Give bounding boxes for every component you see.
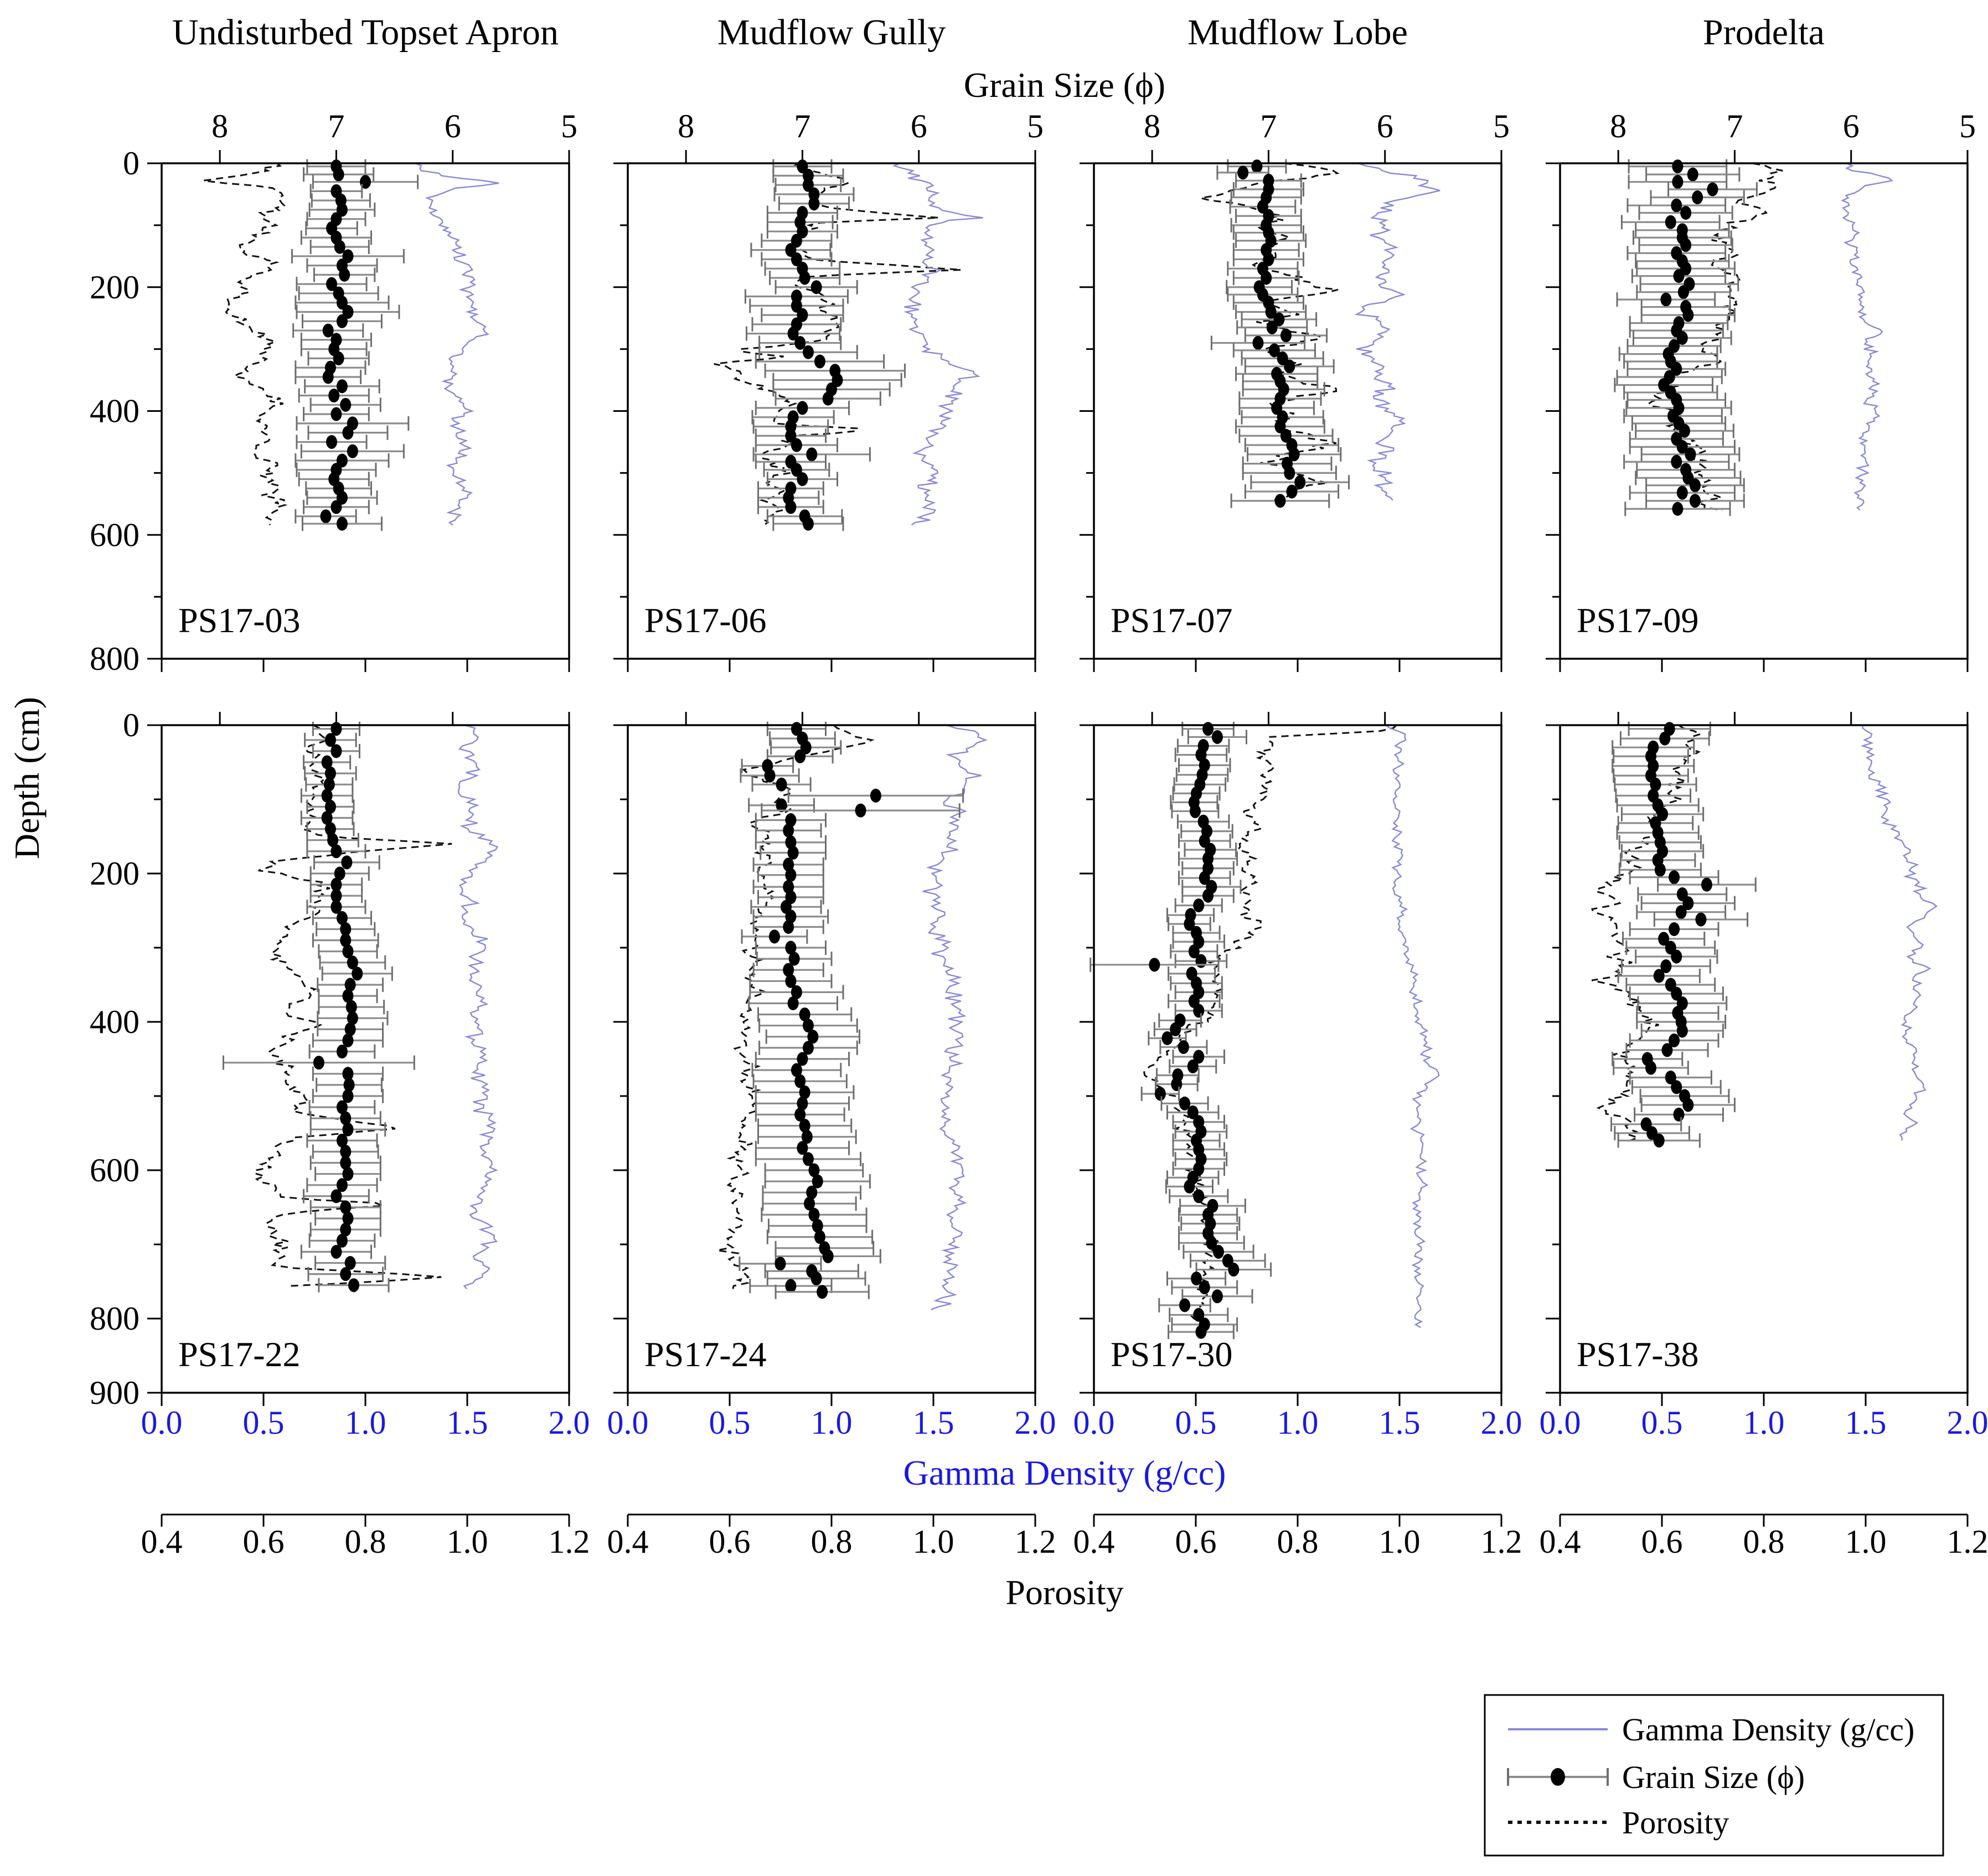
- grain-size-point: [1669, 870, 1680, 884]
- panel-id-label: PS17-22: [178, 1335, 301, 1374]
- gamma-axis-tick-label: 1.5: [913, 1404, 954, 1441]
- grain-axis-tick-label: 6: [911, 108, 927, 144]
- gamma-axis-tick-label: 1.5: [1379, 1404, 1421, 1441]
- grain-size-point: [331, 744, 342, 758]
- grain-size-point: [1645, 1061, 1656, 1075]
- gamma-axis-tick-label: 0.5: [1641, 1404, 1683, 1441]
- grain-size-point: [1655, 863, 1666, 877]
- depth-tick-label: 800: [90, 640, 140, 677]
- grain-axis-tick-label: 7: [1260, 108, 1277, 144]
- grain-size-point: [1661, 1043, 1672, 1057]
- grain-size-point: [1274, 494, 1285, 508]
- grain-size-point: [1155, 1087, 1166, 1100]
- gamma-axis-tick-label: 1.0: [345, 1404, 386, 1441]
- grain-size-point: [1193, 898, 1204, 912]
- grain-size-point: [1677, 1024, 1688, 1038]
- legend-label: Porosity: [1622, 1805, 1729, 1841]
- grain-size-point: [1286, 484, 1297, 498]
- grain-size-point: [774, 1257, 786, 1270]
- grain-axis-tick-label: 7: [328, 108, 344, 144]
- depth-tick-label: 0: [123, 145, 140, 182]
- depth-tick-label: 600: [90, 516, 140, 553]
- grain-size-point: [1660, 293, 1671, 307]
- grain-axis-tick-label: 8: [1610, 108, 1626, 144]
- gamma-axis-tick-label: 0.5: [243, 1404, 285, 1441]
- grain-size-point: [803, 517, 814, 531]
- grain-size-point: [328, 389, 339, 402]
- grain-size-point: [347, 445, 358, 458]
- gamma-axis-tick-label: 1.5: [447, 1404, 488, 1441]
- panel-id-label: PS17-30: [1111, 1335, 1233, 1374]
- grain-size-point: [1212, 1289, 1223, 1303]
- gamma-axis-tick-label: 2.0: [549, 1404, 590, 1441]
- grain-size-point: [1251, 159, 1262, 173]
- grain-size-point: [785, 868, 796, 882]
- grain-size-point: [1665, 215, 1676, 229]
- depth-axis-title: Depth (cm): [7, 697, 47, 859]
- grain-size-point: [1193, 1189, 1204, 1203]
- grain-axis-tick-label: 8: [678, 108, 694, 144]
- porosity-axis-tick-label: 0.6: [709, 1523, 751, 1560]
- panel-id-label: PS17-24: [644, 1335, 767, 1374]
- grain-size-point: [1676, 905, 1687, 919]
- grain-size-point: [331, 1189, 342, 1203]
- porosity-axis-tick-label: 0.8: [345, 1523, 386, 1560]
- grain-size-point: [340, 398, 351, 412]
- gamma-axis-tick-label: 1.5: [1845, 1404, 1887, 1441]
- grain-size-point: [1678, 285, 1689, 299]
- column-title: Prodelta: [1703, 12, 1825, 53]
- grain-size-point: [1190, 804, 1201, 818]
- grain-size-point: [783, 920, 794, 934]
- gamma-axis-tick-label: 1.0: [1277, 1404, 1319, 1441]
- grain-size-point: [1195, 954, 1206, 968]
- gamma-axis-tick-label: 0.0: [1073, 1404, 1115, 1441]
- grain-size-point: [1178, 1040, 1189, 1054]
- gamma-axis-tick-label: 0.0: [607, 1404, 649, 1441]
- grain-size-point: [337, 1045, 348, 1058]
- porosity-axis-tick-label: 0.6: [1641, 1523, 1683, 1560]
- grain-size-point: [823, 1249, 834, 1263]
- grain-size-point: [1690, 478, 1701, 492]
- grain-size-point: [1682, 1098, 1693, 1112]
- porosity-axis-tick-label: 0.4: [1540, 1523, 1581, 1560]
- grain-size-point: [797, 401, 808, 415]
- gamma-axis-tick-label: 0.0: [141, 1404, 183, 1441]
- grain-size-point: [870, 789, 881, 803]
- porosity-axis-tick-label: 0.8: [811, 1523, 853, 1560]
- grain-size-point: [339, 268, 350, 282]
- grain-dot-sample: [1551, 1768, 1565, 1786]
- gamma-axis-tick-label: 2.0: [1481, 1404, 1522, 1441]
- grain-size-point: [1671, 199, 1682, 213]
- grain-size-point: [817, 1285, 828, 1299]
- column-title: Mudflow Lobe: [1187, 12, 1408, 53]
- depth-tick-label: 0: [123, 707, 140, 743]
- grain-size-point: [1284, 466, 1295, 480]
- grain-size-point: [1654, 1134, 1665, 1148]
- grain-size-point: [1267, 321, 1278, 334]
- grain-axis-tick-label: 8: [211, 108, 228, 144]
- grain-size-point: [855, 804, 866, 818]
- grain-size-point: [791, 438, 802, 452]
- porosity-axis-tick-label: 0.6: [243, 1523, 285, 1560]
- grain-size-point: [794, 336, 805, 350]
- depth-tick-label: 400: [90, 393, 140, 430]
- grain-size-point: [1672, 175, 1683, 189]
- grain-axis-tick-label: 5: [1493, 108, 1510, 144]
- porosity-axis-tick-label: 1.0: [447, 1523, 488, 1560]
- grain-size-point: [1669, 922, 1680, 936]
- grain-size-point: [1228, 1263, 1239, 1276]
- porosity-axis-tick-label: 0.4: [1073, 1523, 1115, 1560]
- grain-size-point: [331, 1245, 342, 1259]
- grain-size-point: [1187, 1060, 1199, 1073]
- grain-size-point: [342, 426, 353, 440]
- grain-size-point: [1692, 190, 1703, 204]
- grain-size-point: [321, 509, 332, 523]
- porosity-axis-tick-label: 0.8: [1277, 1523, 1319, 1560]
- porosity-axis-tick-label: 1.0: [1379, 1523, 1421, 1560]
- grain-size-point: [1680, 238, 1691, 252]
- grain-size-point: [788, 846, 799, 860]
- grain-size-point: [313, 1056, 324, 1069]
- grain-size-point: [1687, 168, 1698, 182]
- grain-size-point: [765, 769, 776, 783]
- grain-size-point: [1149, 958, 1160, 971]
- grain-size-point: [794, 750, 805, 763]
- grain-size-point: [811, 280, 822, 294]
- grain-size-axis-title: Grain Size (ϕ): [964, 65, 1165, 105]
- porosity-axis-tick-label: 0.8: [1743, 1523, 1785, 1560]
- grain-size-point: [1682, 308, 1693, 322]
- panel-id-label: PS17-06: [644, 601, 767, 640]
- grain-size-point: [808, 197, 819, 210]
- grain-size-point: [1673, 269, 1684, 283]
- gamma-density-axis-title: Gamma Density (g/cc): [903, 1453, 1226, 1492]
- grain-size-point: [1193, 1004, 1204, 1017]
- grain-size-point: [797, 472, 808, 486]
- grain-size-point: [788, 996, 799, 1010]
- depth-tick-label: 600: [90, 1152, 140, 1188]
- grain-size-point: [326, 435, 337, 449]
- grain-axis-tick-label: 6: [1377, 108, 1393, 144]
- grain-axis-tick-label: 7: [1726, 108, 1743, 144]
- grain-size-point: [806, 447, 817, 461]
- grain-size-point: [1212, 730, 1223, 744]
- grain-size-point: [348, 1278, 359, 1292]
- grain-size-point: [1680, 206, 1691, 220]
- grain-size-point: [1179, 1298, 1190, 1312]
- porosity-axis-tick-label: 1.2: [549, 1523, 590, 1560]
- grain-axis-tick-label: 6: [1843, 108, 1860, 144]
- grain-size-point: [337, 379, 348, 393]
- panel-id-label: PS17-07: [1111, 601, 1233, 640]
- grain-size-point: [1673, 1108, 1684, 1122]
- grain-size-point: [811, 1272, 822, 1285]
- grain-size-point: [1671, 950, 1682, 964]
- porosity-axis-tick-label: 0.6: [1175, 1523, 1217, 1560]
- grain-size-point: [1672, 159, 1683, 173]
- grain-size-point: [1707, 182, 1718, 196]
- porosity-axis-tick-label: 0.4: [607, 1523, 649, 1560]
- grain-axis-tick-label: 5: [1027, 108, 1044, 144]
- gamma-axis-tick-label: 0.5: [709, 1404, 751, 1441]
- legend-label: Gamma Density (g/cc): [1622, 1712, 1914, 1748]
- grain-size-point: [1284, 359, 1295, 373]
- porosity-axis-title: Porosity: [1005, 1573, 1123, 1612]
- grain-size-point: [334, 240, 345, 254]
- grain-size-point: [1654, 969, 1665, 983]
- grain-size-point: [1685, 447, 1696, 461]
- legend-label: Grain Size (ϕ): [1622, 1759, 1805, 1795]
- panel-id-label: PS17-38: [1577, 1335, 1699, 1374]
- grain-size-point: [1202, 889, 1214, 903]
- porosity-axis-tick-label: 0.4: [141, 1523, 183, 1560]
- grain-size-point: [785, 1279, 796, 1293]
- grain-size-point: [337, 517, 348, 531]
- grain-size-point: [1202, 722, 1214, 736]
- grain-axis-tick-label: 7: [794, 108, 810, 144]
- grain-axis-tick-label: 8: [1144, 108, 1160, 144]
- porosity-axis-tick-label: 1.2: [1947, 1523, 1988, 1560]
- grain-size-point: [1199, 1280, 1210, 1294]
- grain-axis-tick-label: 5: [561, 108, 577, 144]
- grain-size-point: [1672, 502, 1683, 516]
- gamma-axis-tick-label: 0.5: [1175, 1404, 1217, 1441]
- porosity-axis-tick-label: 1.0: [1845, 1523, 1887, 1560]
- gamma-axis-tick-label: 1.0: [1743, 1404, 1785, 1441]
- grain-size-point: [783, 824, 794, 838]
- panel-id-label: PS17-09: [1577, 601, 1699, 640]
- grain-size-point: [337, 314, 348, 328]
- grain-size-point: [823, 392, 834, 406]
- gamma-axis-tick-label: 2.0: [1947, 1404, 1988, 1441]
- grain-size-point: [352, 967, 363, 980]
- column-title: Mudflow Gully: [717, 12, 946, 53]
- depth-tick-label: 400: [90, 1004, 140, 1040]
- grain-size-point: [1294, 476, 1305, 489]
- grain-size-point: [1253, 336, 1264, 350]
- grain-size-point: [323, 370, 334, 384]
- grain-size-point: [333, 168, 344, 182]
- grain-size-point: [799, 271, 810, 285]
- grain-size-point: [1659, 732, 1670, 746]
- grain-size-point: [323, 324, 334, 338]
- depth-tick-label: 200: [90, 269, 140, 306]
- grain-size-point: [1690, 494, 1701, 508]
- grain-size-point: [331, 407, 342, 421]
- gamma-axis-tick-label: 2.0: [1015, 1404, 1056, 1441]
- grain-size-point: [1280, 329, 1292, 343]
- column-title: Undisturbed Topset Apron: [172, 12, 559, 53]
- grain-axis-tick-label: 5: [1959, 108, 1976, 144]
- grain-axis-tick-label: 6: [445, 108, 461, 144]
- grain-size-point: [803, 345, 814, 359]
- grain-size-point: [331, 500, 342, 514]
- grain-size-point: [340, 1267, 351, 1281]
- depth-tick-label: 800: [90, 1300, 140, 1337]
- grain-size-point: [1671, 455, 1682, 469]
- depth-tick-label: 900: [90, 1374, 140, 1411]
- grain-size-point: [1677, 486, 1688, 500]
- grain-size-point: [331, 844, 342, 858]
- grain-size-point: [785, 500, 796, 514]
- grain-size-point: [333, 352, 344, 365]
- grain-size-point: [769, 929, 780, 943]
- porosity-axis-tick-label: 1.2: [1481, 1523, 1522, 1560]
- depth-tick-label: 200: [90, 855, 140, 892]
- gamma-axis-tick-label: 1.0: [811, 1404, 853, 1441]
- grain-size-point: [776, 778, 787, 792]
- grain-size-point: [814, 355, 825, 369]
- grain-size-point: [1695, 913, 1706, 927]
- grain-size-point: [1701, 878, 1712, 892]
- grain-size-point: [1237, 166, 1248, 179]
- grain-size-point: [1161, 1031, 1173, 1045]
- gamma-axis-tick-label: 0.0: [1540, 1404, 1581, 1441]
- porosity-axis-tick-label: 1.2: [1015, 1523, 1056, 1560]
- porosity-axis-tick-label: 1.0: [913, 1523, 954, 1560]
- grain-size-point: [1171, 1077, 1182, 1091]
- grain-size-point: [341, 855, 352, 869]
- grain-size-point: [1184, 1180, 1195, 1193]
- panel-id-label: PS17-03: [178, 601, 301, 640]
- grain-size-point: [1213, 1245, 1224, 1259]
